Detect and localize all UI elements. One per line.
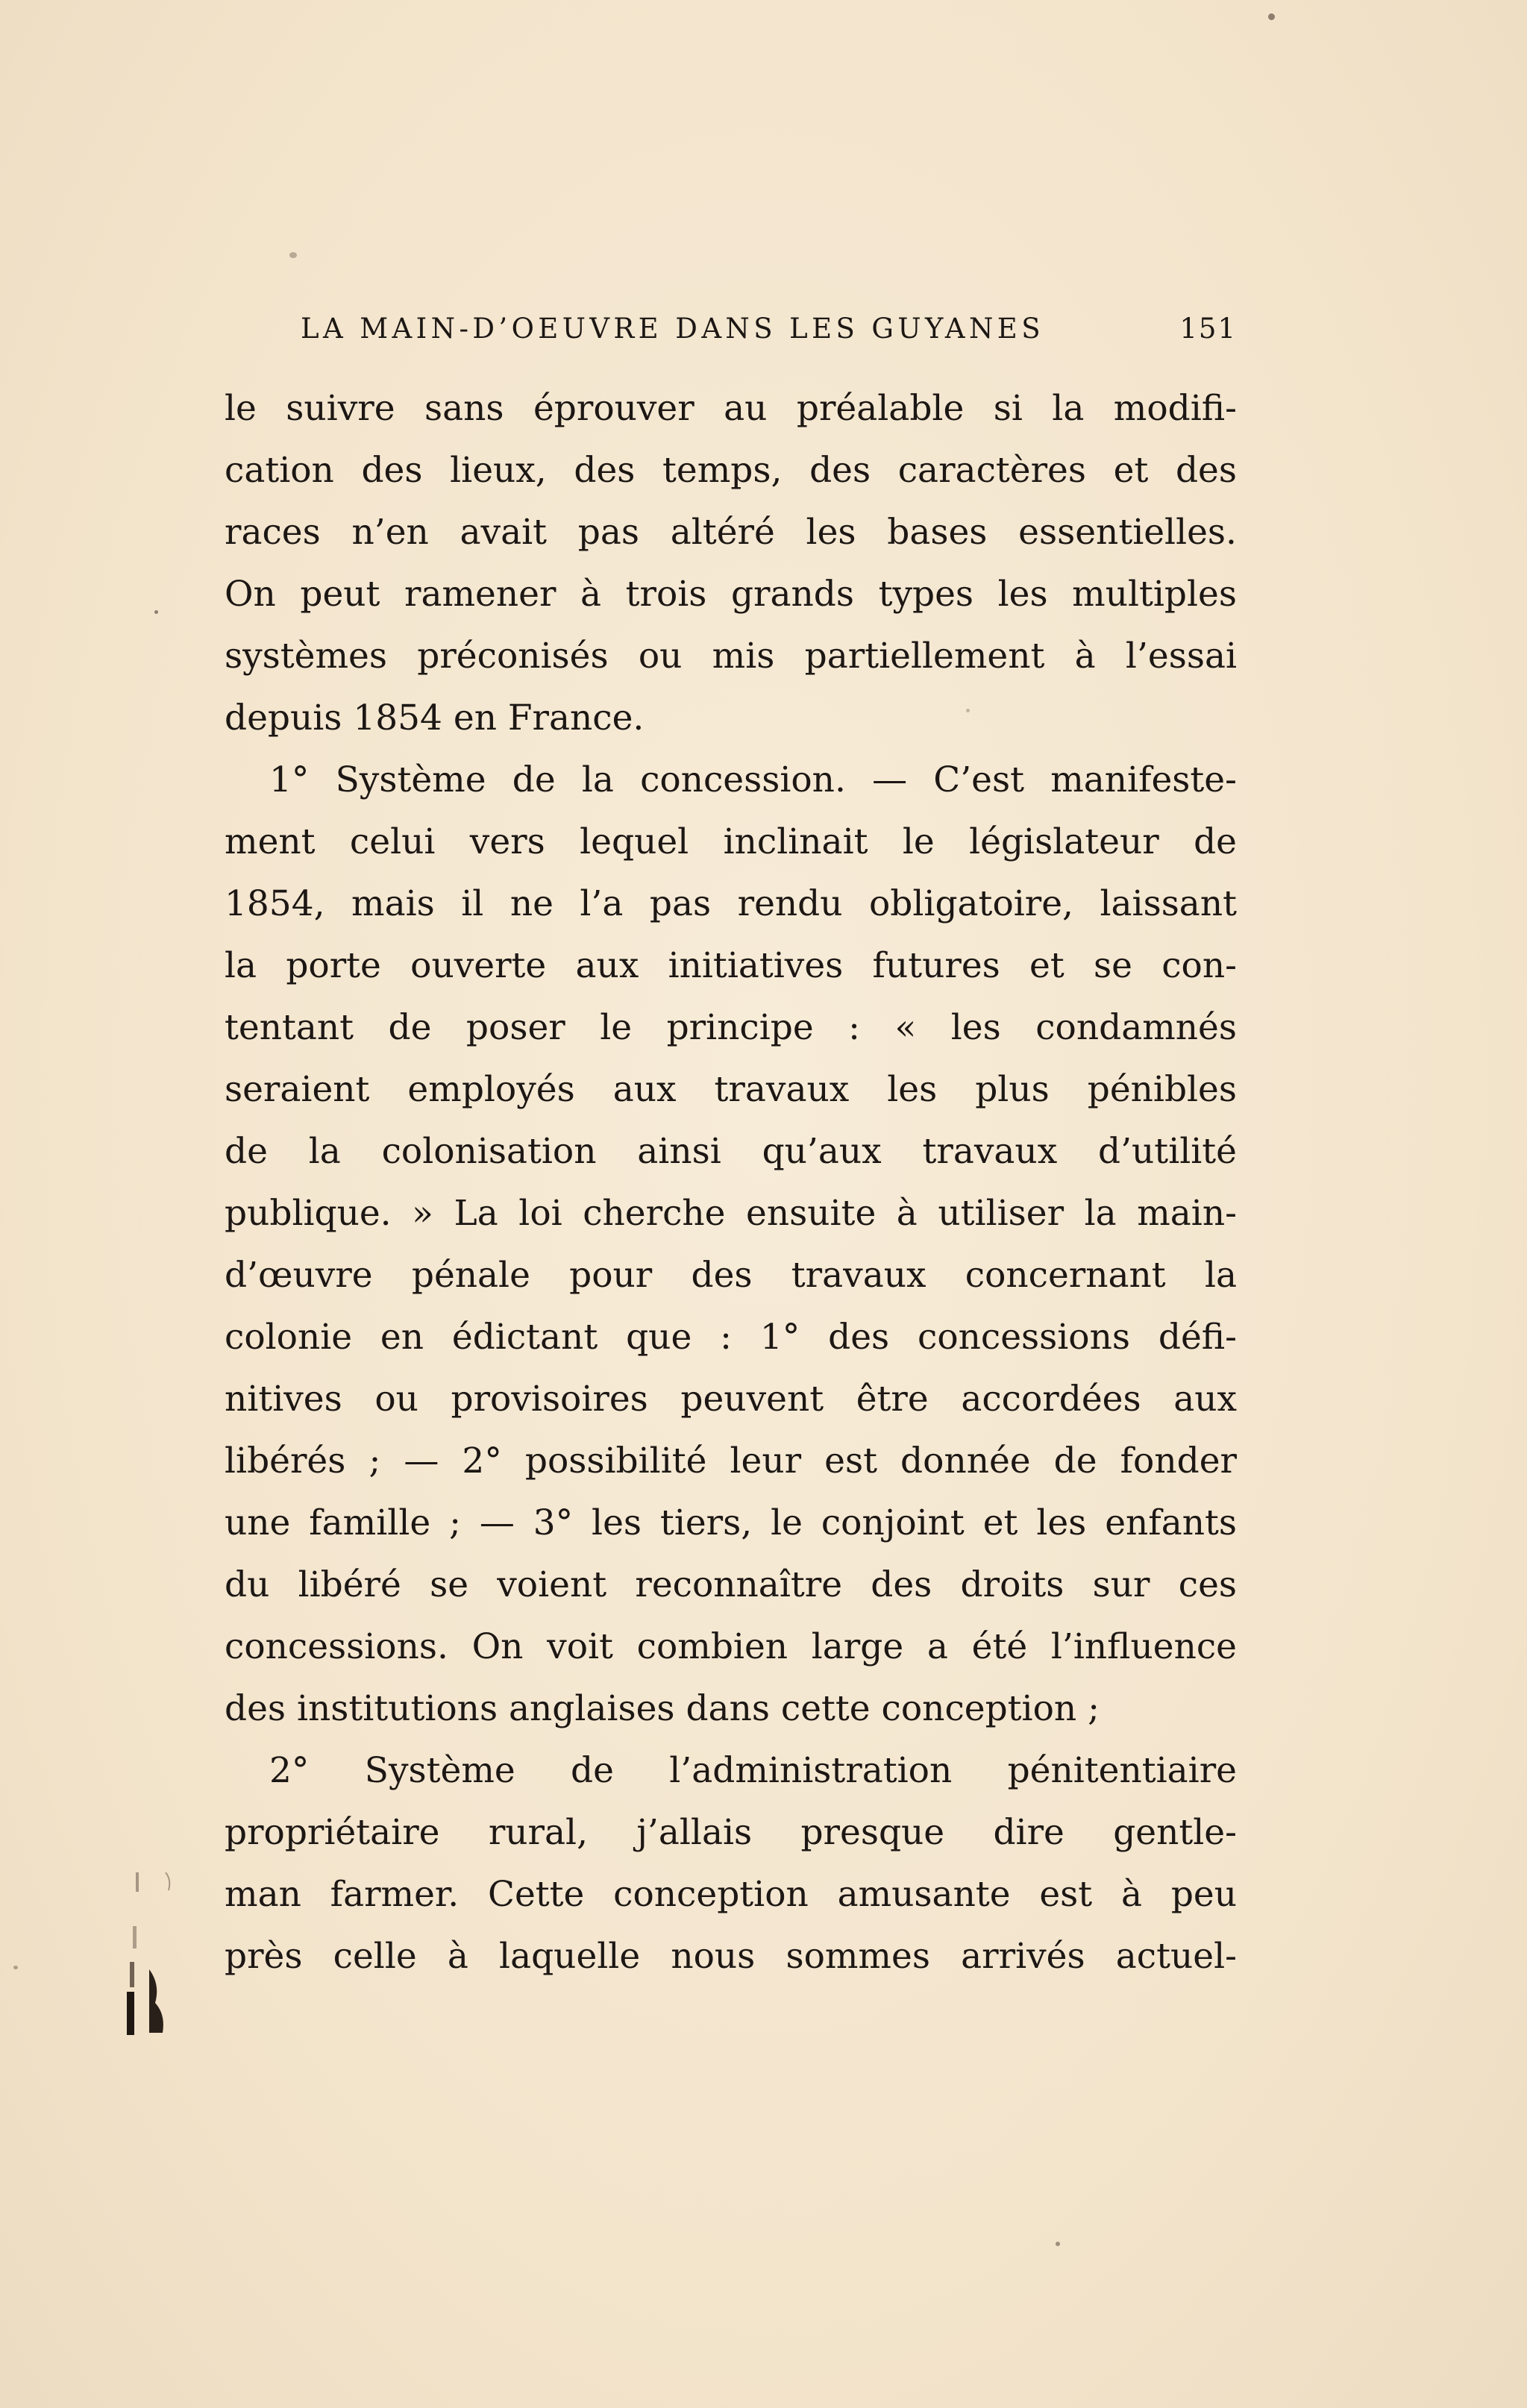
text-line: races n’en avait pas altéré les bases essentielles. xyxy=(225,512,1237,553)
text-line: colonie en édictant que : 1° des concessions défi- xyxy=(225,1317,1237,1358)
text-line: systèmes préconisés ou mis partiellement à l’essai xyxy=(225,636,1237,677)
text-line: de la colonisation ainsi qu’aux travaux d’utilité xyxy=(225,1131,1237,1172)
text-line: près celle à laquelle nous sommes arrivés actuel- xyxy=(225,1936,1237,1977)
text-line: seraient employés aux travaux les plus pénibles xyxy=(225,1069,1237,1110)
binding-mark xyxy=(119,1872,186,2037)
paper-speck xyxy=(966,709,970,712)
page-number: 151 xyxy=(1179,313,1237,345)
text-line: 2° Système de l’administration pénitentiaire xyxy=(269,1750,1237,1791)
text-line: d’œuvre pénale pour des travaux concernant la xyxy=(225,1255,1237,1296)
text-line: une famille ; — 3° les tiers, le conjoint et les enfants xyxy=(225,1502,1237,1543)
text-line: du libéré se voient reconnaître des droits sur ces xyxy=(225,1564,1237,1605)
paper-speck xyxy=(154,610,158,614)
text-line: 1° Système de la concession. — C’est manifeste- xyxy=(269,759,1237,800)
text-line: propriétaire rural, j’allais presque dire gentle- xyxy=(225,1812,1237,1853)
text-line: des institutions anglaises dans cette conception ; xyxy=(225,1688,1100,1729)
text-line: cation des lieux, des temps, des caractères et des xyxy=(225,450,1237,491)
text-line: tentant de poser le principe : « les condamnés xyxy=(225,1007,1237,1048)
text-line: ment celui vers lequel inclinait le législateur de xyxy=(225,821,1237,862)
body-text xyxy=(225,377,1237,1987)
text-line: depuis 1854 en France. xyxy=(225,697,645,739)
text-line: man farmer. Cette conception amusante est à peu xyxy=(225,1874,1237,1915)
running-head xyxy=(301,308,1237,350)
text-line: la porte ouverte aux initiatives futures et se con- xyxy=(225,945,1237,986)
text-line: publique. » La loi cherche ensuite à utiliser la main- xyxy=(225,1193,1237,1234)
running-head-title: LA MAIN-D’OEUVRE DANS LES GUYANES xyxy=(301,313,1044,345)
text-line: le suivre sans éprouver au préalable si la modifi- xyxy=(225,388,1237,429)
text-line: On peut ramener à trois grands types les multiples xyxy=(225,574,1237,615)
paper-speck xyxy=(1056,2242,1060,2246)
paper-speck xyxy=(13,1966,18,1969)
paper-speck xyxy=(1268,13,1275,20)
text-line: libérés ; — 2° possibilité leur est donnée de fonder xyxy=(225,1440,1237,1482)
text-line: nitives ou provisoires peuvent être accordées aux xyxy=(225,1379,1237,1420)
text-line: concessions. On voit combien large a été l’influence xyxy=(225,1626,1237,1667)
paper-speck xyxy=(289,252,297,258)
text-line: 1854, mais il ne l’a pas rendu obligatoire, laissant xyxy=(225,883,1237,924)
